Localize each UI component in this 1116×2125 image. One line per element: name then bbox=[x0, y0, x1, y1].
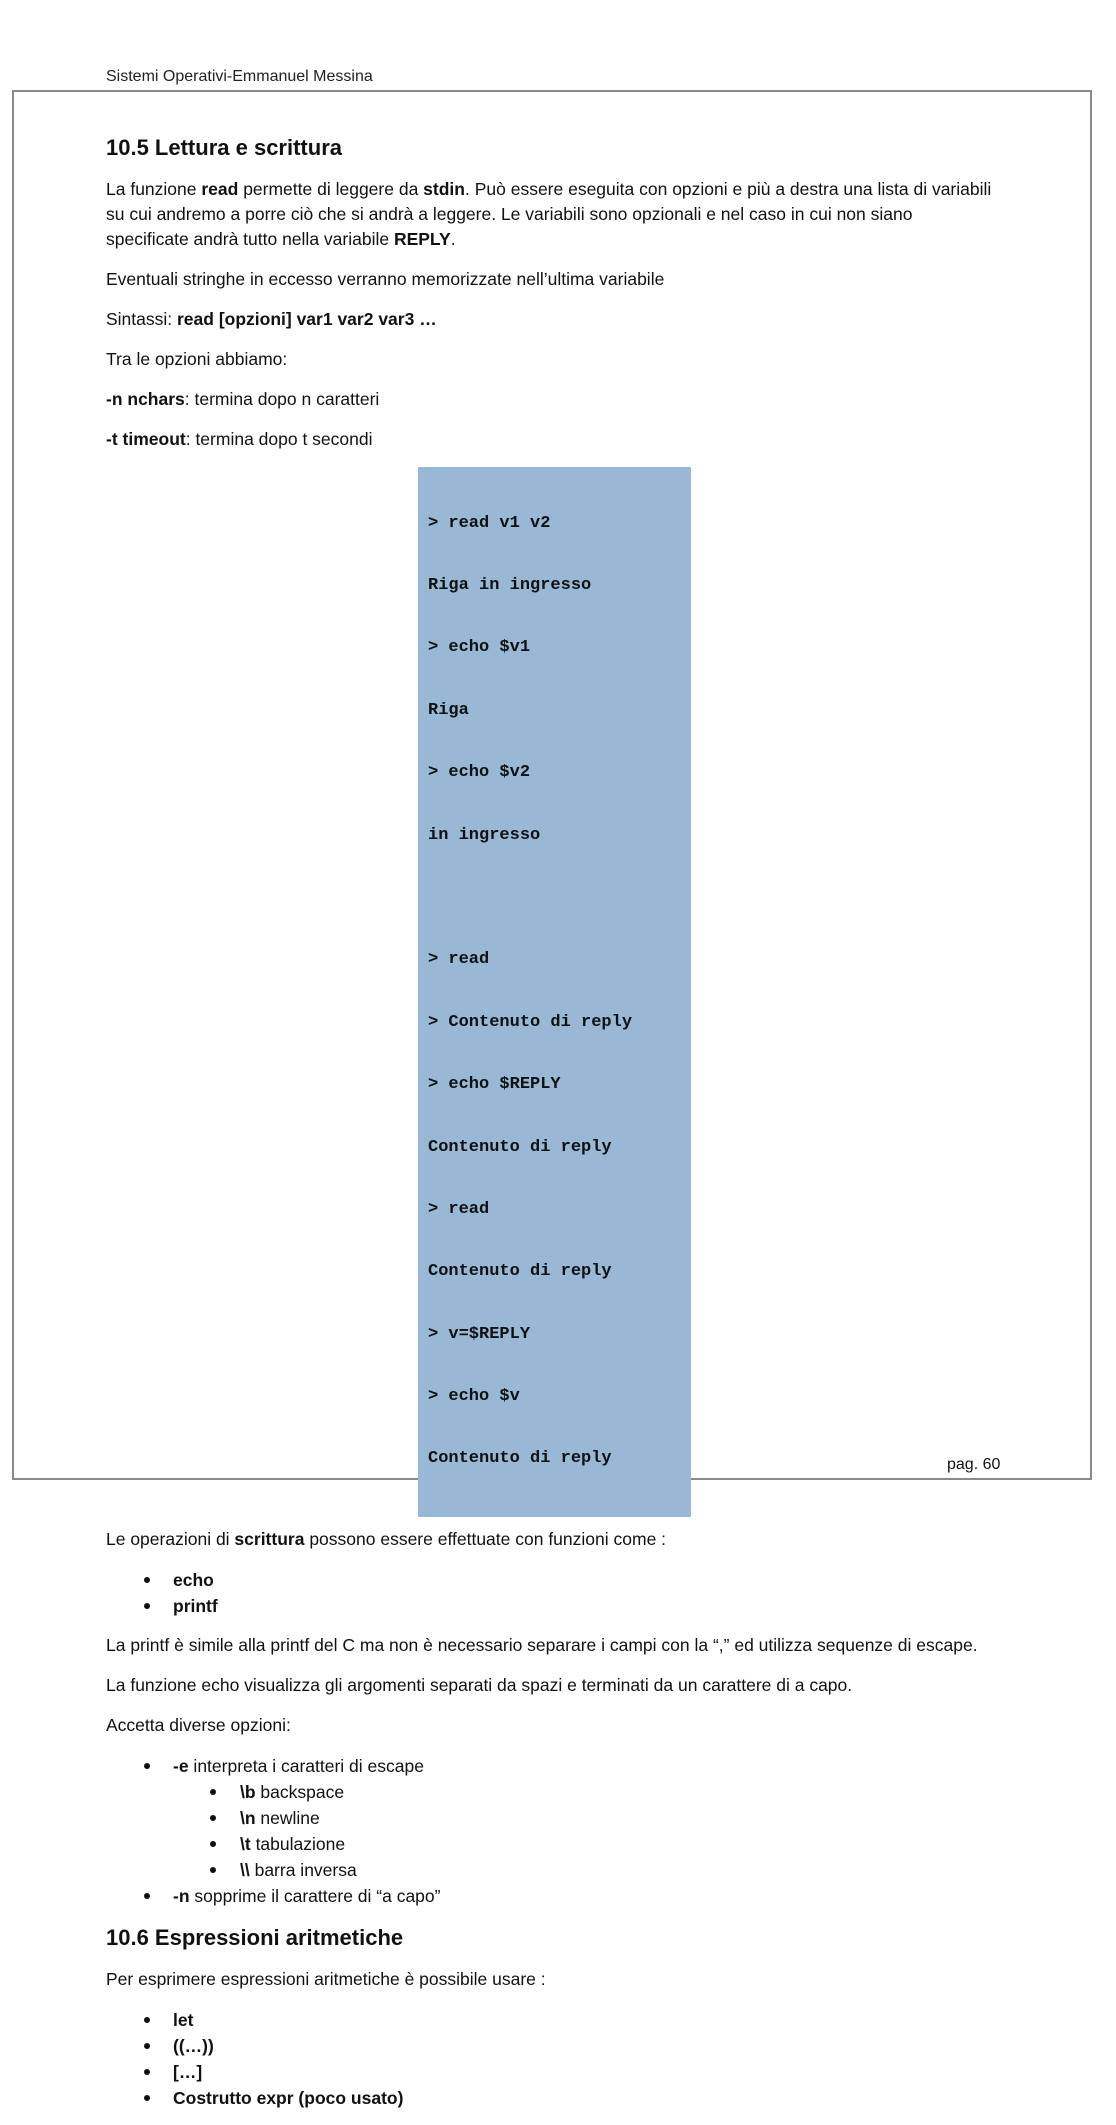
keyword-scrittura: scrittura bbox=[234, 1528, 305, 1549]
code-line: Riga bbox=[428, 700, 469, 720]
text: possono essere effettuate con funzioni come : bbox=[304, 1528, 667, 1549]
code-line: > echo $v2 bbox=[428, 763, 531, 783]
escape-seq: \\ bbox=[240, 1859, 250, 1880]
list-item bbox=[106, 1805, 996, 1831]
escape-seq: \t bbox=[240, 1833, 251, 1854]
code-line: > Contenuto di reply bbox=[428, 1012, 633, 1032]
option-desc: sopprime il carattere di “a capo” bbox=[189, 1885, 441, 1906]
keyword-read: read bbox=[201, 179, 239, 199]
escape-desc: barra inversa bbox=[249, 1859, 357, 1880]
paragraph-options-intro: Tra le opzioni abbiamo: bbox=[106, 349, 288, 369]
arith-construct: […] bbox=[173, 2061, 203, 2082]
list-item bbox=[106, 1857, 996, 1883]
list-item bbox=[106, 2033, 996, 2059]
option-desc: : termina dopo n caratteri bbox=[184, 389, 380, 409]
arith-construct: Costrutto expr (poco usato) bbox=[173, 2087, 404, 2108]
escape-desc: backspace bbox=[255, 1781, 345, 1802]
option-flag: -n nchars bbox=[106, 389, 185, 409]
list-item bbox=[106, 1753, 996, 1779]
option-flag: -n bbox=[173, 1885, 190, 1906]
paragraph-read-intro bbox=[106, 177, 996, 252]
code-line: > echo $v bbox=[428, 1387, 520, 1407]
escape-seq: \n bbox=[240, 1807, 256, 1828]
text: permette di leggere da bbox=[238, 179, 424, 199]
page-number: pag. 60 bbox=[947, 1456, 1001, 1473]
paragraph-arith-intro: Per esprimere espressioni aritmetiche è possibile usare : bbox=[106, 1968, 546, 1989]
section-heading-10-6: 10.6 Espressioni aritmetiche bbox=[106, 1924, 404, 1950]
write-functions-list bbox=[106, 1567, 996, 1619]
option-flag: -e bbox=[173, 1755, 189, 1776]
code-line: Riga in ingresso bbox=[428, 575, 592, 595]
option-desc: : termina dopo t secondi bbox=[185, 429, 373, 449]
code-example bbox=[418, 467, 691, 1517]
code-line: Contenuto di reply bbox=[428, 1449, 612, 1469]
list-item bbox=[106, 1593, 996, 1619]
option-nchars bbox=[106, 387, 996, 412]
page-header: Sistemi Operativi-Emmanuel Messina bbox=[106, 68, 373, 85]
function-name: printf bbox=[173, 1595, 218, 1616]
syntax-label: Sintassi: bbox=[106, 309, 177, 329]
page-content bbox=[106, 133, 996, 2125]
arith-construct: let bbox=[173, 2009, 194, 2030]
code-line: > read bbox=[428, 1199, 490, 1219]
code-line: Contenuto di reply bbox=[428, 1262, 612, 1282]
list-item bbox=[106, 1779, 996, 1805]
code-line: in ingresso bbox=[428, 825, 541, 845]
paragraph-extra-strings: Eventuali stringhe in eccesso verranno memorizzate nell’ultima variabile bbox=[106, 269, 665, 289]
escape-desc: tabulazione bbox=[250, 1833, 346, 1854]
paragraph-syntax bbox=[106, 307, 996, 332]
code-line: > read v1 v2 bbox=[428, 513, 551, 533]
list-item bbox=[106, 2085, 996, 2111]
code-line: > echo $REPLY bbox=[428, 1075, 561, 1095]
list-item bbox=[106, 1567, 996, 1593]
code-line: Contenuto di reply bbox=[428, 1137, 612, 1157]
echo-options-list bbox=[106, 1753, 996, 1909]
option-flag: -t timeout bbox=[106, 429, 186, 449]
text: . bbox=[450, 229, 456, 249]
list-item bbox=[106, 1831, 996, 1857]
nested-list-container bbox=[106, 1779, 996, 1883]
function-name: echo bbox=[173, 1569, 214, 1590]
list-item bbox=[106, 2059, 996, 2085]
keyword-stdin: stdin bbox=[423, 179, 465, 199]
syntax-value: read [opzioni] var1 var2 var3 … bbox=[177, 309, 437, 329]
list-item bbox=[106, 2007, 996, 2033]
arith-list bbox=[106, 2007, 996, 2111]
text: . Può essere eseguita con opzioni e più a destra una lista di variabili su cui andremo a porre ciò che si andrà a leggere. Le variabili sono opzionali e nel caso in cui non siano specificate andrà tutto nella variabile bbox=[106, 179, 992, 249]
escape-seq: \b bbox=[240, 1781, 256, 1802]
arith-construct: ((…)) bbox=[173, 2035, 214, 2056]
paragraph-echo-options: Accetta diverse opzioni: bbox=[106, 1714, 291, 1735]
code-line bbox=[428, 888, 691, 909]
escape-desc: newline bbox=[255, 1807, 320, 1828]
keyword-reply: REPLY bbox=[393, 229, 451, 249]
text: La funzione bbox=[106, 179, 202, 199]
list-item bbox=[106, 1883, 996, 1909]
option-timeout bbox=[106, 427, 996, 452]
section-heading-10-5: 10.5 Lettura e scrittura bbox=[106, 135, 342, 160]
paragraph-printf: La printf è simile alla printf del C ma non è necessario separare i campi con la “,” ed utilizza sequenze di escape. bbox=[106, 1634, 978, 1655]
option-desc: interpreta i caratteri di escape bbox=[188, 1755, 424, 1776]
code-line: > echo $v1 bbox=[428, 638, 531, 658]
escape-sequences-list bbox=[106, 1779, 996, 1883]
code-line: > read bbox=[428, 950, 490, 970]
code-line: > v=$REPLY bbox=[428, 1324, 531, 1344]
text: Le operazioni di bbox=[106, 1528, 235, 1549]
paragraph-write-intro bbox=[106, 1527, 996, 1552]
paragraph-echo: La funzione echo visualizza gli argomenti separati da spazi e terminati da un carattere di a capo. bbox=[106, 1674, 853, 1695]
